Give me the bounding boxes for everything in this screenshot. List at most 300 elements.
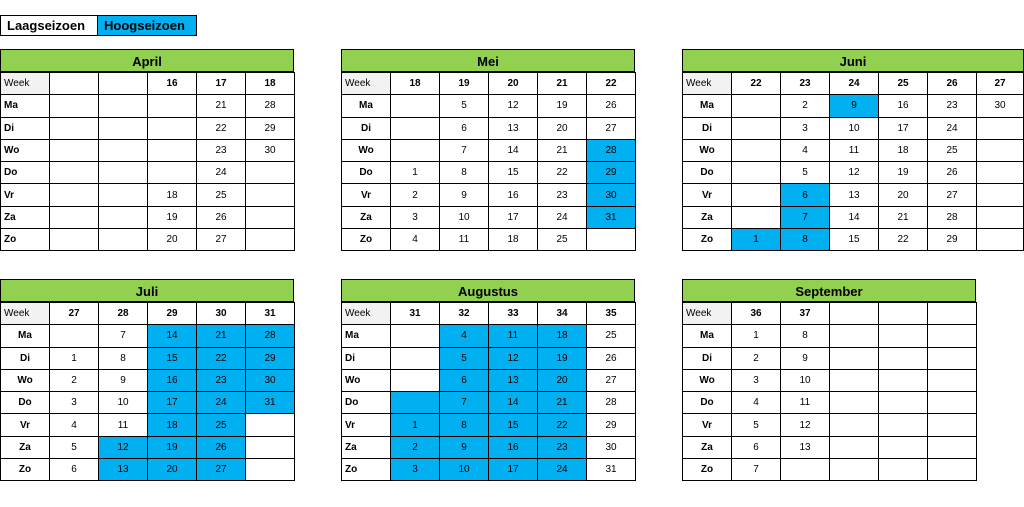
date-cell [977, 117, 1024, 139]
day-row [683, 95, 1024, 117]
date-cell: 11 [440, 229, 489, 251]
day-row [342, 392, 636, 414]
day-label: Do [683, 162, 732, 184]
date-cell: 10 [440, 459, 489, 481]
date-cell [50, 206, 99, 228]
day-label: Di [683, 117, 732, 139]
week-number: 22 [587, 73, 636, 95]
date-cell: 20 [148, 229, 197, 251]
date-cell: 16 [489, 184, 538, 206]
date-cell [50, 117, 99, 139]
day-label: Wo [683, 369, 732, 391]
day-label: Za [683, 206, 732, 228]
date-cell [830, 347, 879, 369]
day-row [1, 206, 295, 228]
legend-high-season: Hoogseizoen [98, 16, 196, 35]
date-cell: 24 [197, 162, 246, 184]
date-cell: 2 [50, 369, 99, 391]
day-row [683, 369, 977, 391]
week-number: 34 [538, 303, 587, 325]
date-cell [246, 206, 295, 228]
date-cell [781, 459, 830, 481]
day-row [1, 184, 295, 206]
date-cell [879, 369, 928, 391]
date-cell: 22 [197, 117, 246, 139]
date-cell: 3 [391, 206, 440, 228]
day-row [342, 347, 636, 369]
date-cell: 31 [246, 392, 295, 414]
date-cell: 13 [781, 436, 830, 458]
day-label: Do [1, 392, 50, 414]
date-cell: 20 [148, 459, 197, 481]
date-cell: 15 [148, 347, 197, 369]
date-cell [977, 162, 1024, 184]
day-label: Di [683, 347, 732, 369]
day-row [342, 229, 636, 251]
day-label: Do [342, 162, 391, 184]
date-cell: 15 [830, 229, 879, 251]
date-cell: 5 [732, 414, 781, 436]
date-cell: 17 [489, 206, 538, 228]
day-row [1, 459, 295, 481]
day-row [342, 184, 636, 206]
date-cell: 14 [489, 392, 538, 414]
date-cell [830, 325, 879, 347]
month-juni [682, 49, 1024, 251]
day-label: Za [1, 206, 50, 228]
date-cell: 30 [587, 184, 636, 206]
day-label: Wo [683, 139, 732, 161]
week-number: 18 [246, 73, 295, 95]
day-row [1, 347, 295, 369]
day-label: Do [683, 392, 732, 414]
date-cell: 8 [781, 229, 830, 251]
date-cell: 12 [830, 162, 879, 184]
date-cell: 28 [246, 325, 295, 347]
date-cell [50, 139, 99, 161]
date-cell [246, 436, 295, 458]
date-cell: 20 [879, 184, 928, 206]
date-cell [99, 139, 148, 161]
date-cell: 7 [732, 459, 781, 481]
day-label: Vr [1, 184, 50, 206]
date-cell: 26 [928, 162, 977, 184]
day-label: Ma [683, 325, 732, 347]
date-cell: 28 [928, 206, 977, 228]
month-table [0, 302, 295, 481]
date-cell: 26 [197, 436, 246, 458]
week-label: Week [683, 73, 732, 95]
week-label: Week [342, 73, 391, 95]
week-row [683, 73, 1024, 95]
date-cell [50, 95, 99, 117]
date-cell [732, 139, 781, 161]
date-cell: 22 [538, 414, 587, 436]
date-cell [391, 347, 440, 369]
date-cell: 27 [587, 117, 636, 139]
date-cell: 29 [587, 414, 636, 436]
date-cell: 3 [50, 392, 99, 414]
date-cell: 29 [246, 117, 295, 139]
date-cell: 24 [538, 206, 587, 228]
date-cell: 18 [879, 139, 928, 161]
week-number [879, 303, 928, 325]
date-cell [879, 325, 928, 347]
date-cell [830, 414, 879, 436]
date-cell: 24 [197, 392, 246, 414]
date-cell: 19 [538, 347, 587, 369]
week-row [683, 303, 977, 325]
date-cell: 15 [489, 414, 538, 436]
date-cell [879, 436, 928, 458]
date-cell: 18 [489, 229, 538, 251]
date-cell: 4 [732, 392, 781, 414]
date-cell: 23 [197, 369, 246, 391]
week-number [928, 303, 977, 325]
date-cell [879, 414, 928, 436]
date-cell: 3 [391, 459, 440, 481]
date-cell [99, 184, 148, 206]
month-title: April [0, 49, 294, 72]
date-cell: 1 [732, 325, 781, 347]
date-cell [50, 325, 99, 347]
date-cell: 27 [928, 184, 977, 206]
month-table [341, 72, 636, 251]
month-september [682, 279, 976, 481]
date-cell: 8 [440, 162, 489, 184]
date-cell: 2 [781, 95, 830, 117]
date-cell: 12 [489, 347, 538, 369]
week-number: 37 [781, 303, 830, 325]
date-cell: 23 [197, 139, 246, 161]
date-cell: 31 [587, 206, 636, 228]
month-title: Juni [682, 49, 1024, 72]
day-row [342, 414, 636, 436]
day-row [1, 162, 295, 184]
date-cell: 3 [781, 117, 830, 139]
date-cell: 29 [928, 229, 977, 251]
date-cell [391, 392, 440, 414]
day-label: Wo [342, 139, 391, 161]
week-row [1, 73, 295, 95]
month-table [341, 302, 636, 481]
day-row [683, 414, 977, 436]
date-cell: 27 [197, 229, 246, 251]
date-cell [148, 162, 197, 184]
date-cell: 9 [99, 369, 148, 391]
week-number: 26 [928, 73, 977, 95]
day-label: Ma [1, 325, 50, 347]
date-cell [928, 347, 977, 369]
week-number: 29 [148, 303, 197, 325]
date-cell: 13 [489, 117, 538, 139]
date-cell: 5 [440, 95, 489, 117]
day-row [1, 117, 295, 139]
date-cell: 2 [391, 184, 440, 206]
date-cell [148, 117, 197, 139]
date-cell: 22 [197, 347, 246, 369]
date-cell [391, 117, 440, 139]
month-table [682, 72, 1024, 251]
day-label: Vr [683, 184, 732, 206]
date-cell [99, 206, 148, 228]
date-cell: 19 [148, 206, 197, 228]
week-row [342, 73, 636, 95]
day-label: Di [342, 117, 391, 139]
date-cell: 4 [391, 229, 440, 251]
date-cell [928, 459, 977, 481]
day-row [342, 325, 636, 347]
date-cell: 16 [879, 95, 928, 117]
date-cell: 6 [732, 436, 781, 458]
week-number: 17 [197, 73, 246, 95]
date-cell [928, 325, 977, 347]
week-number: 23 [781, 73, 830, 95]
date-cell [148, 95, 197, 117]
week-number: 21 [538, 73, 587, 95]
date-cell [928, 392, 977, 414]
date-cell: 12 [99, 436, 148, 458]
date-cell: 19 [538, 95, 587, 117]
week-number: 36 [732, 303, 781, 325]
week-number: 16 [148, 73, 197, 95]
date-cell [977, 184, 1024, 206]
day-label: Vr [342, 414, 391, 436]
week-number: 18 [391, 73, 440, 95]
day-label: Za [1, 436, 50, 458]
date-cell: 21 [538, 392, 587, 414]
date-cell: 15 [489, 162, 538, 184]
day-label: Wo [1, 369, 50, 391]
date-cell: 20 [538, 369, 587, 391]
day-label: Zo [1, 229, 50, 251]
date-cell: 30 [977, 95, 1024, 117]
week-number: 24 [830, 73, 879, 95]
date-cell [879, 459, 928, 481]
date-cell [732, 184, 781, 206]
date-cell: 6 [440, 369, 489, 391]
day-label: Ma [342, 325, 391, 347]
day-label: Vr [342, 184, 391, 206]
month-april [0, 49, 294, 251]
week-number: 25 [879, 73, 928, 95]
date-cell [830, 392, 879, 414]
date-cell: 25 [197, 414, 246, 436]
date-cell: 3 [732, 369, 781, 391]
date-cell: 11 [781, 392, 830, 414]
day-label: Vr [1, 414, 50, 436]
day-row [342, 162, 636, 184]
date-cell: 17 [879, 117, 928, 139]
day-row [1, 436, 295, 458]
date-cell: 29 [587, 162, 636, 184]
date-cell [99, 117, 148, 139]
day-row [342, 459, 636, 481]
date-cell: 21 [197, 95, 246, 117]
date-cell: 23 [928, 95, 977, 117]
day-label: Ma [342, 95, 391, 117]
date-cell [830, 369, 879, 391]
day-row [683, 229, 1024, 251]
date-cell: 9 [781, 347, 830, 369]
date-cell: 25 [538, 229, 587, 251]
date-cell: 4 [50, 414, 99, 436]
month-title: Juli [0, 279, 294, 302]
day-row [1, 95, 295, 117]
legend-low-season: Laagseizoen [1, 16, 98, 35]
day-row [1, 414, 295, 436]
week-label: Week [342, 303, 391, 325]
date-cell [391, 325, 440, 347]
date-cell: 6 [440, 117, 489, 139]
date-cell: 16 [489, 436, 538, 458]
date-cell [732, 206, 781, 228]
date-cell: 2 [391, 436, 440, 458]
date-cell: 8 [99, 347, 148, 369]
day-row [342, 139, 636, 161]
date-cell [732, 95, 781, 117]
date-cell [928, 414, 977, 436]
day-row [342, 206, 636, 228]
date-cell [732, 162, 781, 184]
date-cell: 21 [538, 139, 587, 161]
month-table [682, 302, 977, 481]
day-row [683, 117, 1024, 139]
date-cell [928, 369, 977, 391]
day-label: Di [1, 347, 50, 369]
week-row [342, 303, 636, 325]
date-cell: 1 [50, 347, 99, 369]
day-row [1, 325, 295, 347]
month-title: Mei [341, 49, 635, 72]
date-cell: 13 [830, 184, 879, 206]
date-cell: 14 [148, 325, 197, 347]
date-cell: 25 [928, 139, 977, 161]
date-cell [99, 162, 148, 184]
week-number: 31 [246, 303, 295, 325]
date-cell: 28 [587, 139, 636, 161]
date-cell: 19 [879, 162, 928, 184]
month-title: September [682, 279, 976, 302]
date-cell: 9 [440, 184, 489, 206]
date-cell: 7 [99, 325, 148, 347]
date-cell: 30 [246, 369, 295, 391]
day-row [683, 184, 1024, 206]
date-cell [879, 347, 928, 369]
date-cell: 17 [148, 392, 197, 414]
date-cell: 4 [440, 325, 489, 347]
date-cell: 22 [879, 229, 928, 251]
date-cell: 8 [440, 414, 489, 436]
day-row [683, 162, 1024, 184]
date-cell [246, 162, 295, 184]
day-label: Za [342, 436, 391, 458]
date-cell: 10 [99, 392, 148, 414]
date-cell: 25 [197, 184, 246, 206]
day-label: Za [683, 436, 732, 458]
date-cell: 16 [148, 369, 197, 391]
date-cell [928, 436, 977, 458]
date-cell: 20 [538, 117, 587, 139]
date-cell [99, 229, 148, 251]
date-cell: 30 [246, 139, 295, 161]
month-title: Augustus [341, 279, 635, 302]
date-cell: 14 [489, 139, 538, 161]
day-label: Wo [1, 139, 50, 161]
month-juli [0, 279, 294, 481]
date-cell [50, 229, 99, 251]
day-row [683, 392, 977, 414]
week-number: 32 [440, 303, 489, 325]
week-label: Week [1, 303, 50, 325]
date-cell: 24 [928, 117, 977, 139]
date-cell: 2 [732, 347, 781, 369]
date-cell: 28 [246, 95, 295, 117]
day-label: Ma [683, 95, 732, 117]
date-cell: 21 [197, 325, 246, 347]
date-cell [148, 139, 197, 161]
date-cell [246, 229, 295, 251]
day-row [342, 436, 636, 458]
day-row [342, 369, 636, 391]
date-cell [977, 206, 1024, 228]
date-cell: 5 [50, 436, 99, 458]
day-label: Zo [683, 229, 732, 251]
date-cell: 1 [732, 229, 781, 251]
day-label: Ma [1, 95, 50, 117]
date-cell: 5 [440, 347, 489, 369]
date-cell [246, 414, 295, 436]
day-label: Do [342, 392, 391, 414]
month-mei [341, 49, 635, 251]
week-number: 30 [197, 303, 246, 325]
date-cell: 6 [781, 184, 830, 206]
date-cell: 19 [148, 436, 197, 458]
date-cell [391, 139, 440, 161]
day-label: Di [342, 347, 391, 369]
date-cell: 10 [440, 206, 489, 228]
date-cell: 18 [148, 184, 197, 206]
date-cell [830, 459, 879, 481]
week-number: 33 [489, 303, 538, 325]
day-row [1, 369, 295, 391]
day-row [1, 392, 295, 414]
week-row [1, 303, 295, 325]
date-cell: 26 [587, 95, 636, 117]
date-cell: 23 [538, 184, 587, 206]
day-label: Wo [342, 369, 391, 391]
week-number: 20 [489, 73, 538, 95]
day-row [342, 95, 636, 117]
date-cell: 9 [830, 95, 879, 117]
date-cell: 7 [440, 392, 489, 414]
day-label: Di [1, 117, 50, 139]
day-label: Zo [342, 459, 391, 481]
week-number: 28 [99, 303, 148, 325]
date-cell [50, 184, 99, 206]
month-table [0, 72, 295, 251]
date-cell: 1 [391, 162, 440, 184]
date-cell: 11 [489, 325, 538, 347]
week-number: 19 [440, 73, 489, 95]
date-cell: 17 [489, 459, 538, 481]
date-cell: 28 [587, 392, 636, 414]
date-cell [879, 392, 928, 414]
date-cell: 27 [587, 369, 636, 391]
day-row [683, 459, 977, 481]
day-row [683, 139, 1024, 161]
day-row [683, 206, 1024, 228]
